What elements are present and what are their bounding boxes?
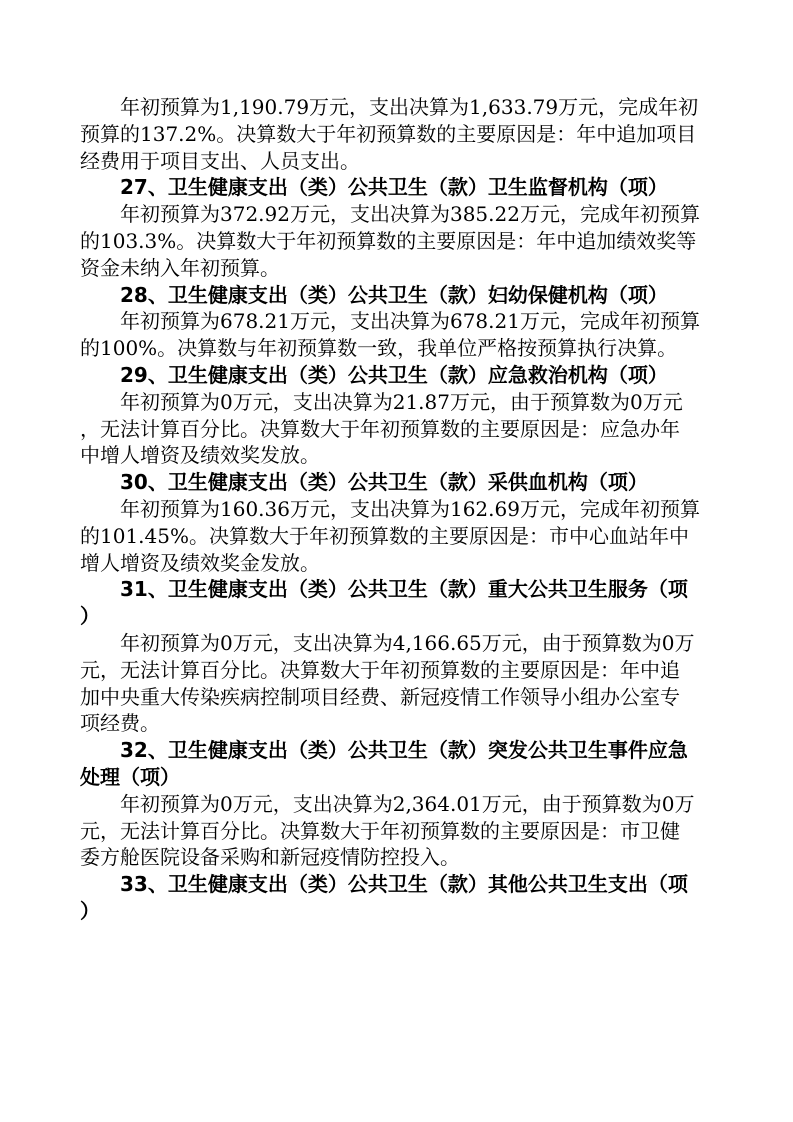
heading-line: 28、卫生健康支出（类）公共卫生（款）妇幼保健机构（项） xyxy=(120,282,668,307)
section-heading xyxy=(80,469,720,496)
heading-line: 32、卫生健康支出（类）公共卫生（款）突发公共卫生事件应急 xyxy=(120,738,688,763)
text-line: 年初预算为0万元，支出决算为2,364.01万元，由于预算数为0万 xyxy=(120,791,695,816)
section-heading xyxy=(80,737,720,791)
text-line: 加中央重大传染疾病控制项目经费、新冠疫情工作领导小组办公室专 xyxy=(80,684,680,709)
text-line: 项经费。 xyxy=(80,711,160,736)
paragraph xyxy=(80,496,720,576)
text-line: 中增人增资及绩效奖发放。 xyxy=(80,443,320,468)
heading-line: 处理（项） xyxy=(80,764,180,789)
text-line: 年初预算为160.36万元，支出决算为162.69万元，完成年初预算 xyxy=(120,496,700,521)
paragraph xyxy=(80,308,720,362)
paragraph xyxy=(80,791,720,871)
paragraph xyxy=(80,94,720,174)
text-line: 年初预算为678.21万元，支出决算为678.21万元，完成年初预算 xyxy=(120,309,700,334)
text-line: 元，无法计算百分比。决算数大于年初预算数的主要原因是：年中追 xyxy=(80,657,680,682)
section-heading xyxy=(80,576,720,630)
text-line: 预算的137.2%。决算数大于年初预算数的主要原因是：年中追加项目 xyxy=(80,121,697,146)
heading-line: 30、卫生健康支出（类）公共卫生（款）采供血机构（项） xyxy=(120,470,648,495)
heading-line: 29、卫生健康支出（类）公共卫生（款）应急救治机构（项） xyxy=(120,362,668,387)
text-line: 增人增资及绩效奖金发放。 xyxy=(80,550,320,575)
text-line: 年初预算为1,190.79万元，支出决算为1,633.79万元，完成年初 xyxy=(120,95,699,119)
heading-line: 31、卫生健康支出（类）公共卫生（款）重大公共卫生服务（项 xyxy=(120,577,688,602)
text-line: 年初预算为0万元，支出决算为21.87万元，由于预算数为0万元 xyxy=(120,389,683,414)
document-body xyxy=(80,94,720,925)
text-line: 年初预算为0万元，支出决算为4,166.65万元，由于预算数为0万 xyxy=(120,630,695,655)
text-line: ，无法计算百分比。决算数大于年初预算数的主要原因是：应急办年 xyxy=(80,416,680,441)
text-line: 的103.3%。决算数大于年初预算数的主要原因是：年中追加绩效奖等 xyxy=(80,228,697,253)
paragraph xyxy=(80,389,720,469)
section-heading xyxy=(80,282,720,309)
section-heading xyxy=(80,871,720,925)
text-line: 经费用于项目支出、人员支出。 xyxy=(80,148,360,173)
text-line: 元，无法计算百分比。决算数大于年初预算数的主要原因是：市卫健 xyxy=(80,818,680,843)
text-line: 的100%。决算数与年初预算数一致，我单位严格按预算执行决算。 xyxy=(80,336,678,361)
text-line: 委方舱医院设备采购和新冠疫情防控投入。 xyxy=(80,845,460,870)
section-heading xyxy=(80,174,720,201)
paragraph xyxy=(80,630,720,737)
paragraph xyxy=(80,201,720,281)
heading-line: ） xyxy=(80,898,100,923)
text-line: 年初预算为372.92万元，支出决算为385.22万元，完成年初预算 xyxy=(120,202,700,227)
heading-line: ） xyxy=(80,604,100,629)
section-heading xyxy=(80,362,720,389)
heading-line: 33、卫生健康支出（类）公共卫生（款）其他公共卫生支出（项 xyxy=(120,872,688,897)
heading-line: 27、卫生健康支出（类）公共卫生（款）卫生监督机构（项） xyxy=(120,175,668,200)
text-line: 资金未纳入年初预算。 xyxy=(80,255,280,280)
text-line: 的101.45%。决算数大于年初预算数的主要原因是：市中心血站年中 xyxy=(80,523,689,548)
